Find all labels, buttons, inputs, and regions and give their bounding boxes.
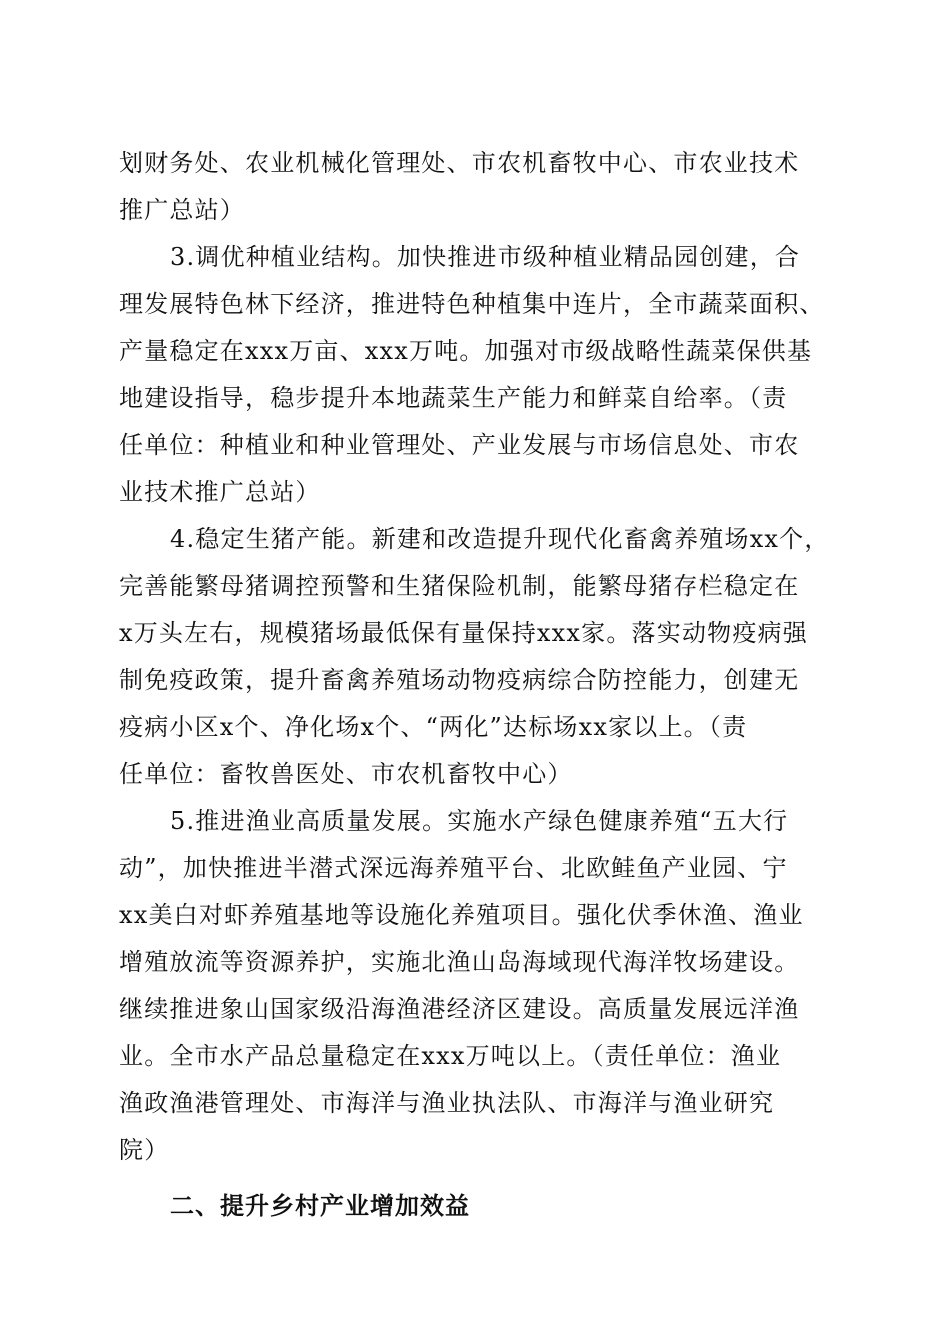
text-line: 地建设指导，稳步提升本地蔬菜生产能力和鲜菜自给率。（责 <box>119 384 788 412</box>
text-line: 继续推进象山国家级沿海渔港经济区建设。高质量发展远洋渔 <box>119 995 800 1023</box>
text-line: 划财务处、农业机械化管理处、市农机畜牧中心、市农业技术 <box>119 149 800 177</box>
text-line: 业。全市水产品总量稳定在xxx万吨以上。（责任单位：渔业 <box>119 1042 782 1070</box>
text-line: xx美白对虾养殖基地等设施化养殖项目。强化伏季休渔、渔业 <box>119 901 804 929</box>
text-line: 业技术推广总站） <box>119 478 321 506</box>
text-line: 增殖放流等资源养护，实施北渔山岛海域现代海洋牧场建设。 <box>119 948 800 976</box>
paragraph-item-5-start: 5.推进渔业高质量发展。实施水产绿色健康养殖“五大行 <box>170 807 789 835</box>
text-line: 产量稳定在xxx万亩、xxx万吨。加强对市级战略性蔬菜保供基 <box>119 337 813 365</box>
text-line: 院） <box>119 1136 170 1164</box>
text-line: 渔政渔港管理处、市海洋与渔业执法队、市海洋与渔业研究 <box>119 1089 775 1117</box>
text-line: 推广总站） <box>119 196 245 224</box>
text-line: 完善能繁母猪调控预警和生猪保险机制，能繁母猪存栏稳定在 <box>119 572 800 600</box>
section-heading: 二、提升乡村产业增加效益 <box>170 1192 470 1220</box>
text-line: 动”，加快推进半潜式深远海养殖平台、北欧鲑鱼产业园、宁 <box>119 854 788 882</box>
text-line: 疫病小区x个、净化场x个、“两化”达标场xx家以上。（责 <box>119 713 748 741</box>
text-line: 任单位：畜牧兽医处、市农机畜牧中心） <box>119 760 573 788</box>
paragraph-item-4-start: 4.稳定生猪产能。新建和改造提升现代化畜禽养殖场xx个， <box>170 525 830 553</box>
text-line: 制免疫政策，提升畜禽养殖场动物疫病综合防控能力，创建无 <box>119 666 800 694</box>
text-line: x万头左右，规模猪场最低保有量保持xxx家。落实动物疫病强 <box>119 619 808 647</box>
text-line: 任单位：种植业和种业管理处、产业发展与市场信息处、市农 <box>119 431 800 459</box>
paragraph-item-3-start: 3.调优种植业结构。加快推进市级种植业精品园创建，合 <box>170 243 801 271</box>
text-line: 理发展特色林下经济，推进特色种植集中连片，全市蔬菜面积、 <box>119 290 825 318</box>
